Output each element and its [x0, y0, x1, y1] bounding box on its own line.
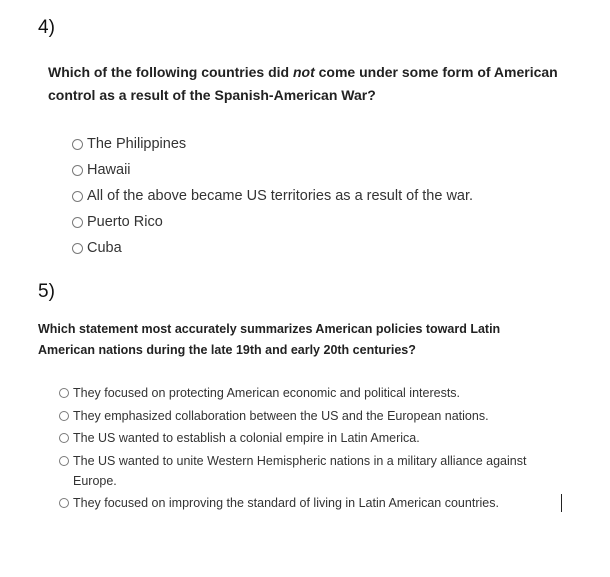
radio-unselected-icon[interactable] — [72, 191, 83, 202]
q5-option-protecting-interests[interactable] — [59, 383, 539, 403]
q4-option-cuba[interactable] — [72, 238, 473, 264]
question-4-prompt — [48, 61, 596, 107]
radio-unselected-icon[interactable] — [59, 411, 69, 421]
question-4-prompt-emphasis: not — [292, 64, 315, 80]
question-4-options — [72, 134, 473, 264]
radio-unselected-icon[interactable] — [72, 217, 83, 228]
q5-option-military-alliance[interactable] — [59, 451, 539, 491]
q5-option-standard-of-living[interactable] — [59, 493, 539, 513]
radio-unselected-icon[interactable] — [59, 433, 69, 443]
option-label: They focused on protecting American economic and political interests. — [73, 386, 461, 400]
question-4-prompt-end: come under some form of American control as a result of the Spanish-American War? — [48, 64, 558, 103]
question-5-options — [59, 383, 539, 516]
option-label: Cuba — [87, 240, 122, 256]
q4-option-philippines[interactable] — [72, 134, 473, 160]
radio-unselected-icon[interactable] — [59, 388, 69, 398]
text-cursor-icon — [561, 494, 562, 512]
q5-option-colonial-empire[interactable] — [59, 428, 539, 448]
option-label: Hawaii — [87, 162, 131, 178]
option-label: The Philippines — [87, 136, 187, 152]
q4-option-puerto-rico[interactable] — [72, 212, 473, 238]
q4-option-all-of-the-above[interactable] — [72, 186, 473, 212]
option-label: They focused on improving the standard of living in Latin American countries. — [73, 496, 499, 510]
question-4-number: 4) — [38, 17, 55, 38]
radio-unselected-icon[interactable] — [59, 498, 69, 508]
q5-option-collaboration[interactable] — [59, 406, 539, 426]
question-5-number: 5) — [38, 281, 55, 302]
option-label: They emphasized collaboration between the US and the European nations. — [73, 408, 489, 423]
option-label: The US wanted to unite Western Hemispheric nations in a military alliance against Europe. — [73, 453, 527, 488]
radio-unselected-icon[interactable] — [59, 456, 69, 466]
radio-unselected-icon[interactable] — [72, 165, 83, 176]
q4-option-hawaii[interactable] — [72, 160, 473, 186]
question-5-prompt: Which statement most accurately summarizes American policies toward Latin American nations during the late 19th and early 20th centuries? — [38, 322, 501, 357]
radio-unselected-icon[interactable] — [72, 243, 83, 254]
question-4-prompt-start: Which of the following countries did — [48, 64, 293, 80]
option-label: The US wanted to establish a colonial empire in Latin America. — [73, 431, 420, 445]
radio-unselected-icon[interactable] — [72, 139, 83, 150]
option-label: Puerto Rico — [87, 214, 163, 230]
option-label: All of the above became US territories as a result of the war. — [87, 188, 474, 204]
